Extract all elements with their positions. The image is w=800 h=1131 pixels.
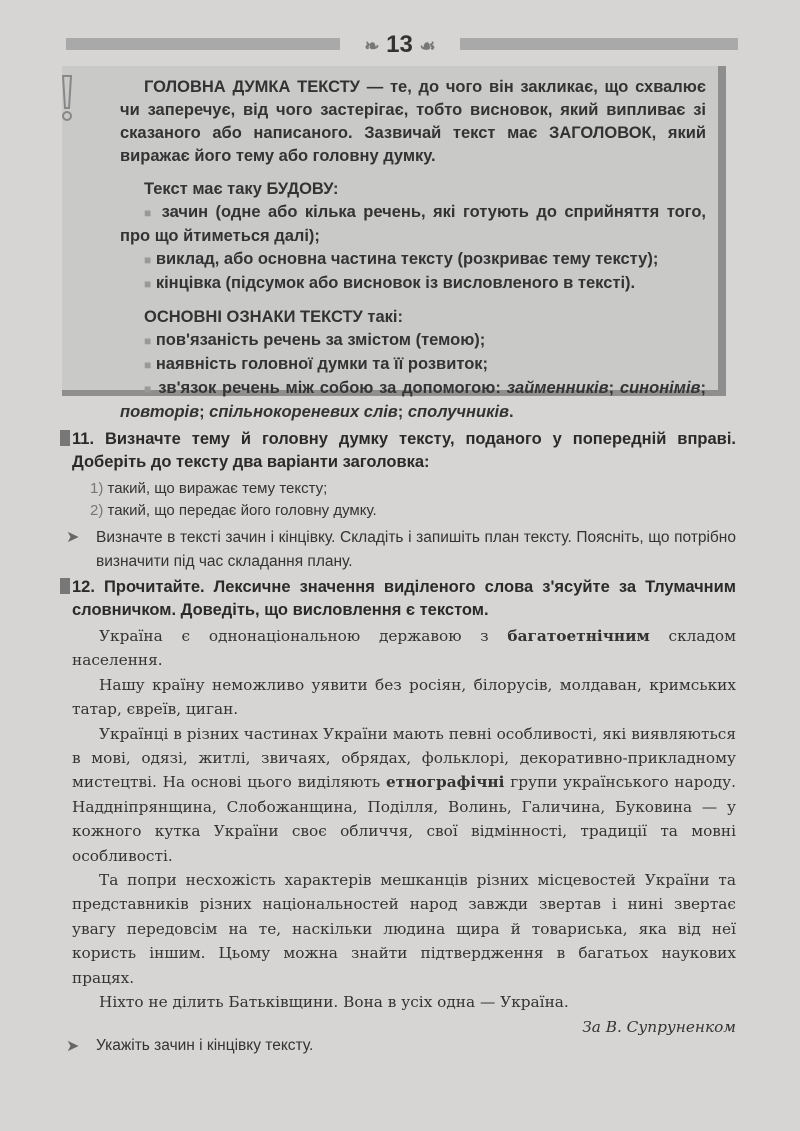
signs-title: ОСНОВНІ ОЗНАКИ ТЕКСТУ такі: [144, 308, 403, 326]
task-marker-icon [60, 430, 70, 446]
rule-box [62, 66, 726, 421]
main-idea-definition: ГОЛОВНА ДУМКА ТЕКСТУ — те, до чого він закликає, що схвалює чи заперечує, від чого застерігає, тобто висновок, який випливає зі сказаного або написаного. Зазвичай текст має ЗАГОЛОВОК, який виражає його тему або головну думку. [120, 78, 706, 165]
paragraph: Україна є однонаціональною державою з багатоетнічним складом населення. [72, 627, 737, 670]
sign-item: ■ зв'язок речень між собою за допомогою: займенників; синонімів; повторів; спільнокореневих слів; сполучників. [120, 379, 706, 421]
final-task: Укажіть зачин і кінцівку тексту. [96, 1037, 314, 1054]
structure-item: ■ зачин (одне або кілька речень, які готують до сприйняття того, про що йтиметься далі); [120, 203, 706, 245]
ornament-right-icon: ☙ [419, 36, 436, 56]
paragraph: Ніхто не ділить Батьківщини. Вона в усіх одна — Україна. [99, 993, 569, 1012]
task-11-extra: Визначте в тексті зачин і кінцівку. Складіть і запишіть план тексту. Поясніть, що потрібно визначити під час складання плану. [96, 529, 736, 570]
sign-item: ■ пов'язаність речень за змістом (темою); [144, 331, 486, 349]
paragraph: Та попри несхожість характерів мешканців різних місцевостей України та представників різних національностей народ завжди звертав і нині звертає увагу передовсім на те, наскільки людина щира й товариська, яка від неї користь іншим. Цьому можна знайти підтвердження в багатьох наукових працях. [72, 871, 736, 987]
task-arrow-icon: ➤ [66, 529, 80, 546]
task-arrow-icon: ➤ [66, 1038, 80, 1055]
ornament-left-icon: ❧ [364, 36, 380, 56]
task-11-options [90, 478, 736, 522]
task-marker-icon [60, 578, 70, 594]
page-number [340, 30, 460, 60]
sign-item: ■ наявність головної думки та її розвиток; [144, 355, 489, 373]
structure-title: Текст має таку БУДОВУ: [144, 180, 339, 198]
task-11: 11. Визначте тему й головну думку тексту, поданого у попередній вправі. Доберіть до тексту два варіанти заголовка: 1) такий, що виражає тему тексту; 2) такий, що передає його головну думку. [72, 428, 736, 522]
paragraph: Нашу країну неможливо уявити без росіян, білорусів, молдаван, кримських татар, євреїв, циган. [72, 675, 736, 719]
paragraph: Українці в різних частинах України мають певні особливості, які виявляються в мові, одязі, житлі, звичаях, обрядах, фольклорі, декоративно-прикладному мистецтві. На основі цього виділяють етнографічні групи українського народу. Наддніпрянщина, Слобожанщина, Поділля, Волинь, Галичина, Буковина — у кожного кутка України своє обличчя, свої відмінності, традиції та мовні особливості. [72, 724, 736, 865]
option-1: 1) такий, що виражає тему тексту; [90, 480, 328, 497]
option-2: 2) такий, що передає його головну думку. [90, 502, 377, 519]
exclamation-icon [60, 74, 74, 124]
structure-item: ■ кінцівка (підсумок або висновок із висловленого в тексті). [144, 274, 636, 292]
page-number-text: 13 [386, 31, 413, 58]
author-signature: За В. Супруненком [582, 1017, 736, 1036]
reading-text [72, 624, 736, 1039]
task-12: 12. Прочитайте. Лексичне значення виділеного слова з'ясуйте за Тлумачним словничком. Доведіть, що висловлення є текстом. [72, 576, 736, 622]
structure-item: ■ виклад, або основна частина тексту (розкриває тему тексту); [144, 250, 659, 268]
